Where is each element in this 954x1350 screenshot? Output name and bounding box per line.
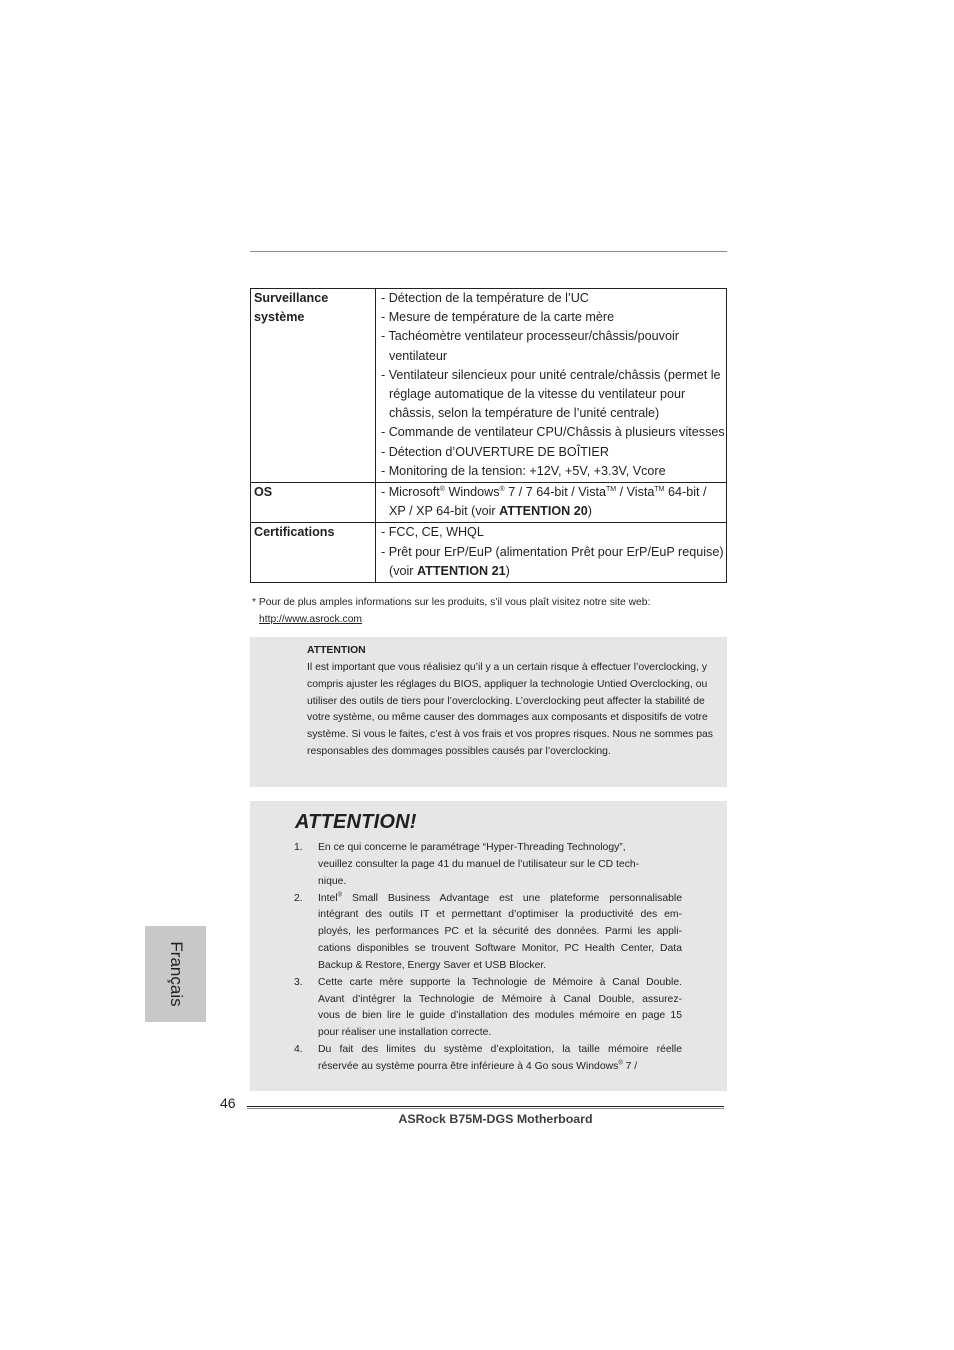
footer-rule-secondary — [247, 1108, 724, 1109]
table-row — [251, 289, 727, 483]
attention-box — [250, 801, 727, 1091]
top-rule — [250, 251, 727, 252]
page-number: 46 — [220, 1095, 236, 1111]
list-item: 2. Intel® Small Business Advantage est une plateforme personnalisable intégrant des outils IT et permettant d’optimiser la productivité des em- ployés, les performances PC et la sécurité des données. Parmi les appli- cations disponibles se trouvent Software Monitor, PC Health Center, Data Backup & Restore, Energy Saver et USB Blocker. — [294, 892, 682, 971]
attention-list — [294, 840, 682, 1076]
footer-title: ASRock B75M-DGS Motherboard — [398, 1112, 593, 1126]
spec-value: - Détection de la température de l’UC — [381, 291, 589, 305]
spec-label: OS — [251, 483, 376, 523]
warning-body: Il est important que vous réalisiez qu’il y a un certain risque à effectuer l’overclocking, y compris ajuster les réglages du BIOS, appliquer la technologie Untied Overclocking, ou utiliser des outils de tiers pour l’overclocking. L’overclocking peut affecter la stabilité de votre système, ou même causer des dommages aux composants et dispositifs de votre système. Si vous le faites, c’est à vos frais et vos propres risques. Nous ne sommes pas responsables des dommages possibles causés par l’overclocking. — [307, 661, 713, 758]
warning-heading: ATTENTION — [307, 645, 366, 656]
spec-values — [376, 289, 727, 483]
specs-table — [250, 288, 727, 583]
website-link[interactable]: http://www.asrock.com — [259, 614, 362, 625]
spec-value: - FCC, CE, WHQL — [381, 525, 484, 540]
spec-label: Certifications — [251, 523, 376, 583]
spec-value: - Ventilateur silencieux pour unité centrale/châssis (permet le réglage automatique de la vitesse du ventilateur pour châssis, selon la température de l’unité centrale) — [381, 367, 721, 421]
list-item: 3. Cette carte mère supporte la Technologie de Mémoire à Canal Double. Avant d’intégrer la Technologie de Mémoire à Canal Double, assurez- vous de bien lire le guide d’installation des modules mémoire en page 15 pour réaliser une installation correcte. — [294, 976, 682, 1039]
spec-value-erp: - Prêt pour ErP/EuP (alimentation Prêt pour ErP/EuP requise) (voir ATTENTION 21) — [381, 544, 724, 578]
table-row — [251, 523, 727, 583]
spec-value: - Monitoring de la tension: +12V, +5V, +3.3V, Vcore — [381, 463, 666, 478]
spec-label: Surveillance système — [251, 289, 376, 483]
footnote-text: * Pour de plus amples informations sur les produits, s’il vous plaît visitez notre site web: — [252, 597, 651, 608]
spec-value: - Détection d’OUVERTURE DE BOÎTIER — [381, 444, 609, 459]
overclocking-warning-box — [250, 637, 727, 787]
language-tab — [145, 926, 206, 1022]
list-item: 4. Du fait des limites du système d’exploitation, la taille mémoire réelle réservée au système pourra être inférieure à 4 Go sous Windows® 7 / — [294, 1044, 682, 1072]
footnote — [252, 594, 732, 628]
spec-value-os: - Microsoft® Windows® 7 / 7 64-bit / Vista™ / Vista™ 64-bit / XP / XP 64-bit (voir ATTENTION 20) — [381, 485, 707, 519]
spec-value: - Mesure de température de la carte mère — [381, 310, 615, 325]
list-item: 1. En ce qui concerne le paramétrage “Hyper-Threading Technology”, veuillez consulter la page 41 du manuel de l’utilisateur sur le CD tech- nique. — [294, 842, 640, 887]
spec-value: - Tachéomètre ventilateur processeur/châssis/pouvoir ventilateur — [381, 329, 679, 363]
spec-values — [376, 483, 727, 523]
attention-heading: ATTENTION! — [295, 811, 417, 833]
spec-value: - Commande de ventilateur CPU/Châssis à plusieurs vitesses — [381, 425, 725, 440]
language-label: Français — [166, 941, 186, 1007]
footer-rule — [247, 1106, 724, 1107]
table-row — [251, 483, 727, 523]
spec-values — [376, 523, 727, 583]
